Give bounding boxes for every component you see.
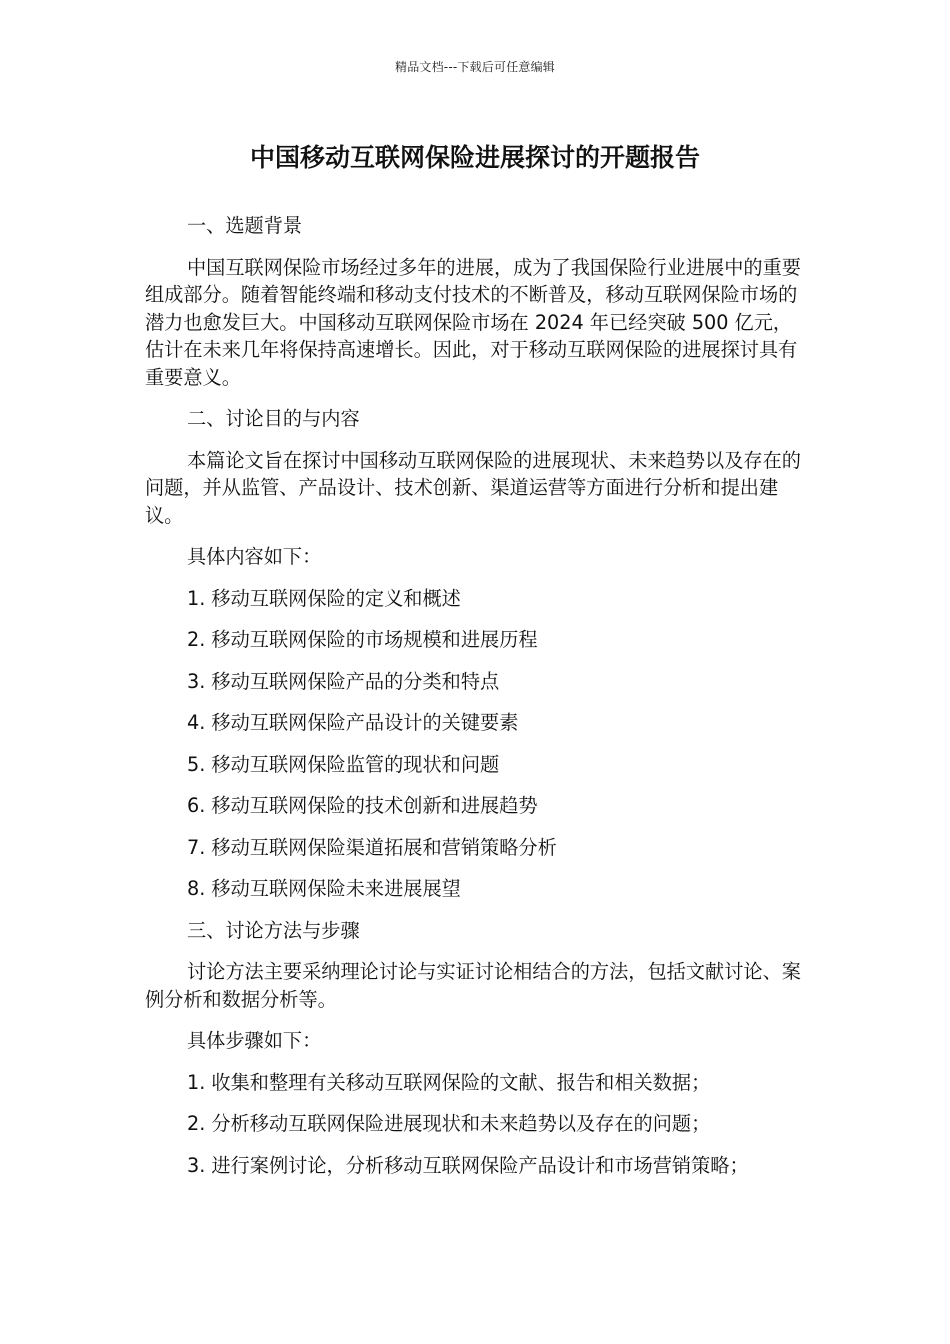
section-1-paragraph: 中国互联网保险市场经过多年的进展，成为了我国保险行业进展中的重要组成部分。随着智能终端和移动支付技术的不断普及，移动互联网保险市场的潜力也愈发巨大。中国移动互联网保险市场在 2024 年已经突破 500 亿元，估计在未来几年将保持高速增长。因此，对于移动互联网保险的进展探讨具有重要意义。 — [145, 255, 801, 389]
section-3-list — [145, 1069, 810, 1180]
list-item: 7. 移动互联网保险渠道拓展和营销策略分析 — [187, 835, 557, 859]
section-2-heading: 二、讨论目的与内容 — [187, 407, 360, 430]
list-item: 3. 移动互联网保险产品的分类和特点 — [187, 669, 500, 693]
section-3-list-intro: 具体步骤如下： — [187, 1029, 322, 1052]
section-3-paragraph: 讨论方法主要采纳理论讨论与实证讨论相结合的方法，包括文献讨论、案例分析和数据分析等。 — [145, 960, 801, 1011]
list-item: 5. 移动互联网保险监管的现状和问题 — [187, 752, 500, 776]
list-item: 1. 收集和整理有关移动互联网保险的文献、报告和相关数据； — [187, 1070, 711, 1094]
list-item: 8. 移动互联网保险未来进展展望 — [187, 877, 461, 900]
list-item: 4. 移动互联网保险产品设计的关键要素 — [187, 711, 519, 734]
section-2-list — [145, 585, 810, 903]
document-body — [145, 212, 810, 1193]
section-2-list-intro: 具体内容如下： — [187, 545, 322, 568]
list-item: 1. 移动互联网保险的定义和概述 — [187, 586, 461, 610]
list-item: 2. 分析移动互联网保险进展现状和未来趋势以及存在的问题； — [187, 1112, 711, 1135]
section-3-heading: 三、讨论方法与步骤 — [187, 918, 360, 942]
section-1-heading: 一、选题背景 — [187, 214, 303, 237]
list-item: 2. 移动互联网保险的市场规模和进展历程 — [187, 628, 538, 651]
list-item: 6. 移动互联网保险的技术创新和进展趋势 — [187, 794, 538, 817]
header-note: 精品文档---下载后可任意编辑 — [395, 60, 555, 74]
document-title: 中国移动互联网保险进展探讨的开题报告 — [249, 143, 700, 172]
list-item: 3. 进行案例讨论，分析移动互联网保险产品设计和市场营销策略； — [187, 1153, 749, 1177]
section-2-paragraph: 本篇论文旨在探讨中国移动互联网保险的进展现状、未来趋势以及存在的问题，并从监管、产品设计、技术创新、渠道运营等方面进行分析和提出建议。 — [145, 448, 801, 527]
